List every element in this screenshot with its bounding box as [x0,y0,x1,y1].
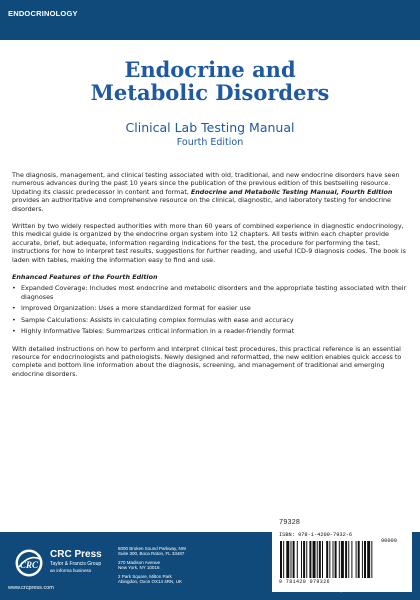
barcode-bar [297,541,298,578]
barcode-bar [280,541,282,578]
barcode-bar [303,541,305,578]
address-new-york [118,560,238,571]
barcode-bar [309,541,311,578]
address-line: 270 Madison Avenue [118,560,160,565]
feature-item: • Sample Calculations: Assists in calculating complex formulas with ease and accuracy [12,316,412,324]
address-boca-raton [118,546,238,557]
description-paragraph-3: With detailed instructions on how to perform and interpret clinical test procedures, this practical reference is an essential resource for endocrinologists and pathologists. Newly designed and reformatted, the new edition enables quick access to complete and bottom line information about the diagnosis, screening, and management of traditional and emerging endocrine disorders. [12,344,402,378]
publisher-group: Taylor & Francis Group [50,561,102,567]
address-line: Abingdon, Oxon OX14 4RN, UK [118,579,183,585]
barcode-bar [306,541,307,578]
barcode-bar [283,541,284,578]
feature-item: • Improved Organization: Uses a more standardized format for easier use [12,304,412,312]
barcode-bar [364,541,366,578]
barcode-bar [291,541,292,578]
barcode-bar [333,541,334,578]
address-line: 6000 Broken Sound Parkway, NW [118,546,186,551]
feature-item: • Expanded Coverage: Includes most endocrine and metabolic disorders and the appropriate testing associated with their diagnoses [12,284,412,301]
isbn-addon: 90000 [381,538,397,544]
barcode-bar [293,541,295,578]
barcode-bar [345,541,347,578]
book-title-line-2: Metabolic Disorders [90,80,330,105]
logo-lettering: CRC [19,560,39,570]
barcode-bar [358,541,360,578]
description-paragraph-1 [12,171,412,213]
book-subtitle: Clinical Lab Testing Manual [125,120,295,135]
barcode-bar [301,541,302,578]
features-list [12,284,412,335]
barcode-bar [326,541,328,578]
top-color-band [0,0,420,40]
back-cover-description [12,171,412,387]
crc-press-logo-icon [14,548,44,578]
barcode-bar [317,541,318,578]
isbn-label: ISBN: 978-1-4200-7932-6 [279,532,353,538]
features-heading: Enhanced Features of the Fourth Edition [12,273,158,282]
address-line: Suite 300, Boca Raton, FL 33487 [118,551,185,557]
barcode-bar [313,541,316,578]
barcode-bar [351,541,352,578]
barcode-bar [362,541,363,578]
barcode-bar [339,541,340,578]
barcode-icon [280,541,405,578]
paragraph-1-start: The diagnosis, management, and clinical testing associated with old, traditional, and new endocrine disorders have seen numerous advances during the past 10 years since the publication of the previous edition of this bestselling resource. Updating its classic predecessor in content and format, [12,171,400,196]
book-title-emphasis: Endocrine and Metabolic Testing Manual, Fourth Edition [190,187,393,196]
series-label: ENDOCRINOLOGY [8,9,78,18]
book-title-line-1: Endocrine and [124,57,296,82]
paragraph-1-end: provides an authoritative and comprehensive resource on the clinical, diagnostic, and laboratory testing for endocrine disorders. [12,196,391,213]
barcode-bar [329,541,330,578]
barcode-bar [371,541,372,578]
address-abingdon [118,574,238,585]
website-url: w w w . c r c p r e s s . c o m [306,587,382,593]
barcode-bar [319,541,321,578]
barcode-bar [286,541,289,578]
publisher-business: an informa business [50,568,92,573]
barcode-digits: 9 781420 079326 [279,579,331,585]
edition-label: Fourth Edition [176,137,244,148]
address-line: 2 Park Square, Milton Park [118,574,172,579]
publisher-web: www.crcpress.com [8,585,54,591]
stock-number: 79328 [279,519,301,527]
barcode-bar [348,541,349,578]
barcode-bar [335,541,337,578]
barcode-bar [367,541,370,578]
barcode-bar [341,541,344,578]
address-line: New York, NY 10016 [118,565,160,571]
description-paragraph-2: Written by two widely respected authorities with more than 60 years of combined experience in diagnostic endocrinology, this medical guide is organized by the endocrine organ system into 12 chapters. All tests within each chapter provide accurate, brief, but adequate, information regarding indications for the test, the procedure for performing the test, instructions for how to interpret test results, suggestions for further reading, and useful ICD-9 diagnosis codes. The book is laden with tables, making the information easy to find and use. [12,222,407,264]
barcode-bar [356,541,357,578]
feature-item: • Highly Informative Tables: Summarizes critical information in a reader-friendly format [12,327,412,335]
barcode-bar [322,541,323,578]
book-title [0,58,420,104]
publisher-name: CRC Press [50,549,102,560]
